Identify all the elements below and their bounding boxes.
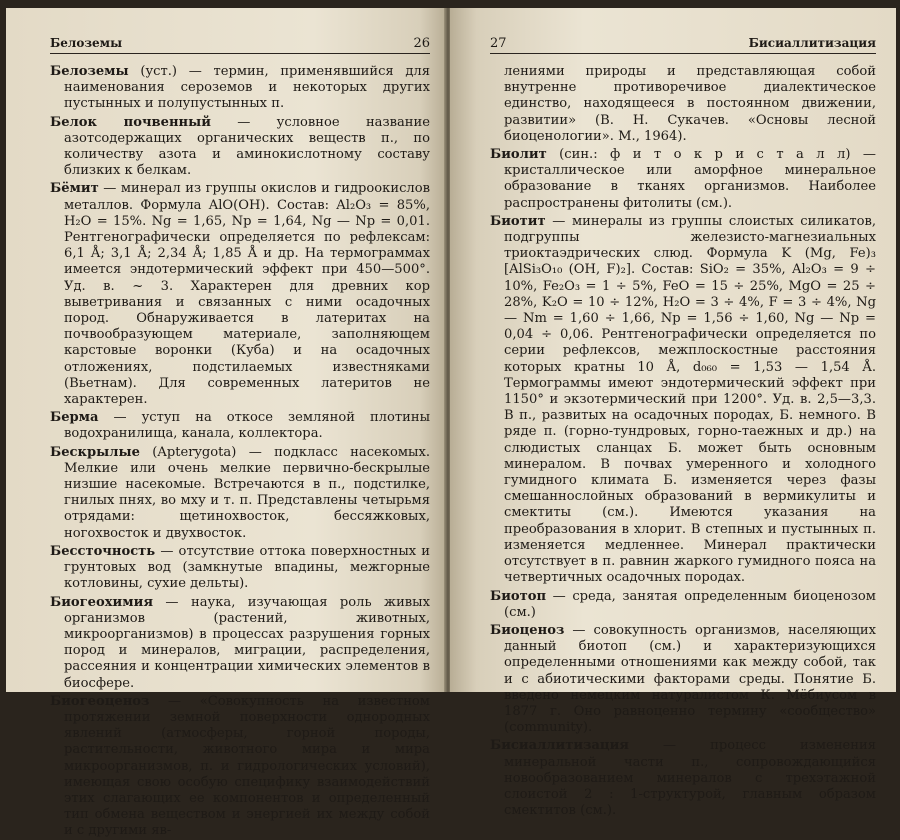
dictionary-entry [50,64,430,113]
right-header-title: Бисиаллитизация [748,36,876,50]
entry-text: (син.: ф и т о к р и с т а л л) — кристаллическое или аморфное минеральное образование в тканях организмов. Наиболее распространены фитолиты (см.). [504,147,876,211]
entry-text: — наука, изучающая роль живых организмов (растений, животных, микроорганизмов) в процессах разрушения горных пород и минералов, миграции, распределения, рассеяния и концентрации химических элементов в биосфере. [64,594,430,691]
entry-term: Бессточность [50,543,156,559]
dictionary-entry [50,410,430,442]
entry-term: Биогеохимия [50,594,153,610]
dictionary-entry [50,181,430,408]
entry-text: — совокупность организмов, населяющих данный биотоп (см.) и характеризующихся определенными отношениями как между собой, так и с абиотическими факторами среды. Понятие Б. введено немецким натуралистом К. Мёбиусом в 1877 г. Оно равноценно термину «сообщество» (community). [504,622,876,736]
entry-text: — условное название азотсодержащих органических веществ п., по количеству азота и аминокислотному составу близких к белкам. [64,114,430,179]
entry-term: Биогеоценоз [50,693,150,709]
entry-text: — среда, занятая определенным биоценозом (см.) [504,588,876,620]
entry-term: Белок почвенный [50,114,211,130]
dictionary-entry [490,623,876,736]
entry-term: Биоценоз [490,622,565,638]
entry-text: (Apterygota) — подкласс насекомых. Мелкие или очень мелкие первично-бескрылые низшие насекомые. Встречаются в п., подстилке, гнилых пнях, во мху и т. п. Представлены четырьмя отрядами: щетинохвосток, бессяжковых, ногохвосток и двухвосток. [64,444,430,541]
entry-text: — «Совокупность на известном протяжении земной поверхности однородных явлений (атмосферы, горной породы, растительности, животного мира и мира микроорганизмов, п. и гидрологических условий), имеющая свою особую специфику взаимодействий этих слагающих ее компонентов и определенный тип обмена веществом и энергией их между собой и с другими яв- [64,693,430,839]
entry-term: Белоземы [50,64,129,79]
left-entries [50,64,430,840]
entry-term: Бисиаллитизация [490,738,629,754]
dictionary-entry [490,147,876,212]
right-page-header [490,36,876,54]
entry-term: Биолит [490,147,547,163]
entry-text: — отсутствие оттока поверхностных и грунтовых вод (замкнутые впадины, межгорные котловины, сухие дельты). [64,543,430,592]
dictionary-entry [50,445,430,542]
entry-term: Биотит [490,213,546,229]
entry-text: — процесс изменения минеральной части п., сопровождающийся новообразованием минералов с трехэтажной слоистой 2 : 1-структурой, главным образом смектитов (см.). [504,738,876,819]
left-page [6,8,446,839]
entry-text: — уступ на откосе земляной плотины водохранилища, канала, коллектора. [64,410,430,442]
entry-term: Биотоп [490,588,547,604]
dictionary-entry [490,214,876,587]
entry-continuation: лениями природы и представляющая собой внутренне противоречивое диалектическое единство, находящееся в постоянном движении, развитии» (В. Н. Сукачев. «Основы лесной биоценологии». М., 1964). [504,64,876,144]
dictionary-entry [50,544,430,593]
dictionary-entry [50,595,430,692]
entry-text: (уст.) — термин, применявшийся для наименования сероземов и некоторых других пустынных и полупустынных п. [64,64,430,112]
entry-term: Берма [50,410,99,426]
dictionary-entry [490,589,876,621]
dictionary-entry [50,115,430,180]
left-page-header [50,36,430,54]
entry-term: Бескрылые [50,444,140,460]
left-page-number: 26 [413,36,430,51]
dictionary-entry [490,738,876,819]
entry-text: — минералы из группы слоистых силикатов, подгруппы железисто-магнезиальных триоктаэдрических слюд. Формула K (Mg, Fe)₃ [AlSi₃O₁₀ (OH, F)₂]. Состав: SiO₂ = 35%, Al₂O₃ = 9 ÷ 10%, Fe₂O₃ = 1 ÷ 5%, FeO = 15 ÷ 25%, MgO = 25 ÷ 28%, K₂O = 10 ÷ 12%, H₂O = 3 ÷ 4%, F = 3 ÷ 4%, Ng — Nm = 1,60 ÷ 1,66, Np = 1,56 ÷ 1,60, Ng — Np = 0,04 ÷ 0,06. Рентгенографически определяется по серии рефлексов, межплоскостные расстояния которых кратны 10 Å, d₀₆₀ = 1,53 — 1,54 Å. Термограммы имеют эндотермический эффект при 1150° и экзотермический при 1200°. Уд. в. 2,5—3,3. В п., развитых на осадочных породах, Б. немного. В ряде п. (горно-тундровых, горно-таежных и др.) на слюдистых сланцах Б. может быть основным минералом. В почвах умеренного и холодного гумидного климата Б. изменяется через фазы смешаннослойных образований в вермикулиты и смектиты (см.). Имеются указания на преобразования в хлорит. В степных и пустынных п. изменяется медленнее. Минерал практически отсутствует в п. равнин жаркого гумидного пояса на четвертичных осадочных породах. [504,213,876,586]
entry-term: Бёмит [50,181,99,197]
dictionary-entry [50,694,430,840]
left-header-title: Белоземы [50,36,123,50]
right-page [450,8,896,819]
right-entries [490,64,876,819]
entry-text: — минерал из группы окислов и гидроокислов металлов. Формула AlO(OH). Состав: Al₂O₃ = 85%, H₂O = 15%. Ng = 1,65, Np = 1,64, Ng — Np = 0,01. Рентгенографически определяется по рефлексам: 6,1 Å; 3,1 Å; 2,34 Å; 1,85 Å и др. На термограммах имеется эндотермический эффект при 450—500°. Уд. в. ~ 3. Характерен для древних кор выветривания и связанных с ними осадочных пород. Обнаруживается в латеритах на почвообразующем материале, заполняющем карстовые воронки (Куба) и на осадочных отложениях, подстилаемых известняками (Вьетнам). Для современных латеритов не характерен. [64,181,430,408]
right-page-number: 27 [490,36,507,51]
